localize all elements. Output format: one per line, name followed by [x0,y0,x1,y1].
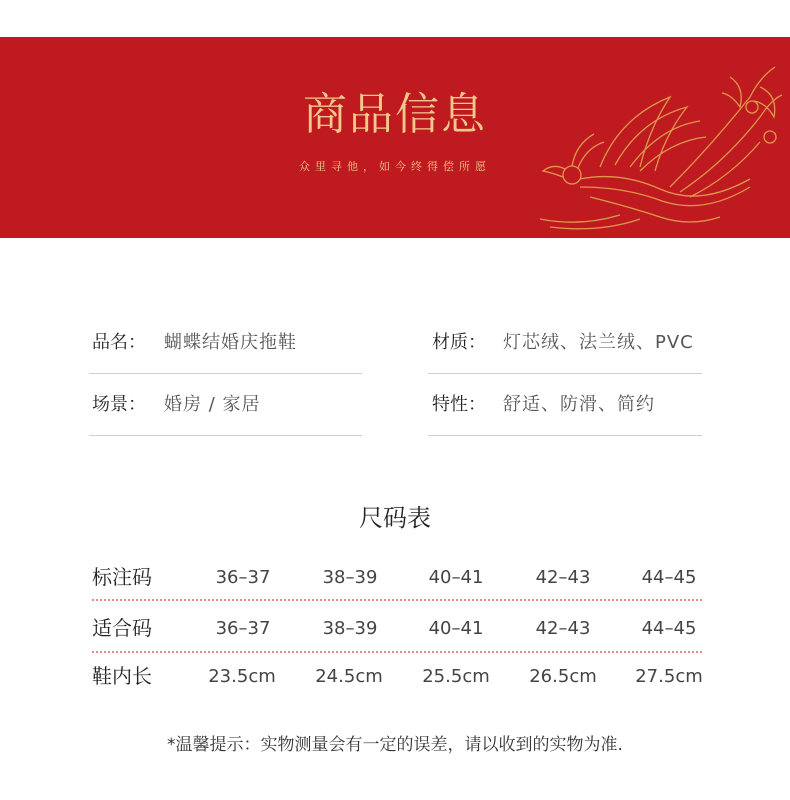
table-cell: 24.5cm [315,666,383,687]
name-value: 蝴蝶结婚庆拖鞋 [164,332,297,353]
row-label: 标注码 [92,565,152,589]
table-cell: 25.5cm [422,666,490,687]
table-cell: 38–39 [322,567,378,588]
row-divider [92,651,702,653]
size-chart-title: 尺码表 [359,504,431,532]
phoenix-icon [520,47,790,237]
divider [428,373,702,374]
feature-value: 舒适、防滑、简约 [503,394,655,415]
row-label: 适合码 [92,616,152,640]
material-value: 灯芯绒、法兰绒、PVC [503,332,694,353]
divider [428,435,702,436]
divider [89,435,362,436]
banner-subtitle: 众里寻他，如今终得偿所愿 [299,160,491,173]
table-cell: 42–43 [535,618,591,639]
scene-label: 场景： [92,394,146,415]
table-cell: 23.5cm [208,666,276,687]
banner-title: 商品信息 [303,89,487,140]
feature-label: 特性： [432,394,486,415]
material-label: 材质： [432,332,486,353]
scene-value: 婚房 / 家居 [164,394,261,415]
table-cell: 40–41 [428,567,484,588]
table-cell: 27.5cm [635,666,703,687]
header-banner [0,37,790,238]
table-cell: 36–37 [215,567,271,588]
divider [89,373,362,374]
row-divider [92,599,702,601]
table-cell: 40–41 [428,618,484,639]
table-cell: 44–45 [641,618,697,639]
table-cell: 36–37 [215,618,271,639]
row-label: 鞋内长 [92,664,152,688]
table-cell: 42–43 [535,567,591,588]
notice-text: *温馨提示：实物测量会有一定的误差，请以收到的实物为准. [167,735,623,755]
name-label: 品名： [92,332,146,353]
table-cell: 44–45 [641,567,697,588]
table-cell: 26.5cm [529,666,597,687]
table-cell: 38–39 [322,618,378,639]
